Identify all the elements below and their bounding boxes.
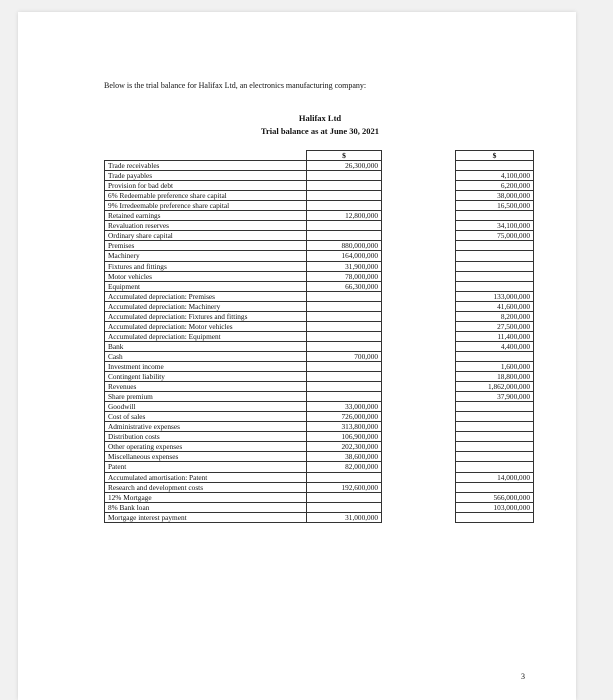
column-spacer bbox=[382, 231, 456, 241]
table-row bbox=[105, 241, 534, 251]
column-spacer bbox=[382, 341, 456, 351]
account-name: Accumulated depreciation: Fixtures and fittings bbox=[105, 311, 307, 321]
account-name: Share premium bbox=[105, 392, 307, 402]
table-row bbox=[105, 462, 534, 472]
credit-amount bbox=[456, 241, 534, 251]
account-name: Bank bbox=[105, 341, 307, 351]
column-spacer bbox=[382, 301, 456, 311]
debit-amount: 313,800,000 bbox=[307, 422, 382, 432]
table-row bbox=[105, 472, 534, 482]
account-name: Premises bbox=[105, 241, 307, 251]
credit-amount: 133,000,000 bbox=[456, 291, 534, 301]
column-spacer bbox=[382, 181, 456, 191]
column-spacer bbox=[382, 402, 456, 412]
account-name: Revaluation reserves bbox=[105, 221, 307, 231]
column-spacer bbox=[382, 512, 456, 522]
column-spacer bbox=[382, 351, 456, 361]
column-spacer bbox=[382, 452, 456, 462]
debit-amount: 202,300,000 bbox=[307, 442, 382, 452]
debit-amount: 33,000,000 bbox=[307, 402, 382, 412]
debit-amount: 192,600,000 bbox=[307, 482, 382, 492]
credit-amount bbox=[456, 452, 534, 462]
credit-amount bbox=[456, 422, 534, 432]
account-name: 6% Redeemable preference share capital bbox=[105, 191, 307, 201]
column-spacer bbox=[382, 361, 456, 371]
account-name: Goodwill bbox=[105, 402, 307, 412]
table-row bbox=[105, 211, 534, 221]
debit-amount bbox=[307, 492, 382, 502]
debit-amount bbox=[307, 472, 382, 482]
account-name: Patent bbox=[105, 462, 307, 472]
column-spacer bbox=[382, 321, 456, 331]
table-row bbox=[105, 412, 534, 422]
account-name: Machinery bbox=[105, 251, 307, 261]
column-spacer bbox=[382, 311, 456, 321]
account-name: Motor vehicles bbox=[105, 271, 307, 281]
debit-amount bbox=[307, 201, 382, 211]
debit-amount bbox=[307, 331, 382, 341]
account-name: Administrative expenses bbox=[105, 422, 307, 432]
table-row bbox=[105, 502, 534, 512]
credit-currency-header: $ bbox=[456, 151, 534, 161]
credit-amount: 37,900,000 bbox=[456, 392, 534, 402]
column-spacer bbox=[382, 412, 456, 422]
table-row bbox=[105, 492, 534, 502]
column-spacer bbox=[382, 161, 456, 171]
debit-currency-header: $ bbox=[307, 151, 382, 161]
header-spacer bbox=[382, 151, 456, 161]
credit-amount bbox=[456, 412, 534, 422]
column-spacer bbox=[382, 271, 456, 281]
column-spacer bbox=[382, 221, 456, 231]
column-spacer bbox=[382, 462, 456, 472]
debit-amount bbox=[307, 231, 382, 241]
header-blank bbox=[105, 151, 307, 161]
column-spacer bbox=[382, 241, 456, 251]
column-spacer bbox=[382, 171, 456, 181]
table-row bbox=[105, 281, 534, 291]
credit-amount: 41,600,000 bbox=[456, 301, 534, 311]
table-row bbox=[105, 331, 534, 341]
credit-amount bbox=[456, 271, 534, 281]
account-name: Mortgage interest payment bbox=[105, 512, 307, 522]
column-spacer bbox=[382, 201, 456, 211]
account-name: Trade payables bbox=[105, 171, 307, 181]
column-spacer bbox=[382, 392, 456, 402]
account-name: Cash bbox=[105, 351, 307, 361]
debit-amount bbox=[307, 341, 382, 351]
account-name: Accumulated depreciation: Premises bbox=[105, 291, 307, 301]
table-row bbox=[105, 432, 534, 442]
credit-amount: 14,000,000 bbox=[456, 472, 534, 482]
debit-amount: 66,300,000 bbox=[307, 281, 382, 291]
credit-amount: 566,000,000 bbox=[456, 492, 534, 502]
account-name: Miscellaneous expenses bbox=[105, 452, 307, 462]
trial-balance-body bbox=[105, 161, 534, 523]
account-name: Contingent liability bbox=[105, 372, 307, 382]
credit-amount bbox=[456, 281, 534, 291]
credit-amount: 1,862,000,000 bbox=[456, 382, 534, 392]
debit-amount: 12,800,000 bbox=[307, 211, 382, 221]
credit-amount: 18,800,000 bbox=[456, 372, 534, 382]
credit-amount: 27,500,000 bbox=[456, 321, 534, 331]
column-spacer bbox=[382, 261, 456, 271]
table-row bbox=[105, 251, 534, 261]
account-name: 9% Irredeemable preference share capital bbox=[105, 201, 307, 211]
column-spacer bbox=[382, 331, 456, 341]
debit-amount: 164,000,000 bbox=[307, 251, 382, 261]
credit-amount: 11,400,000 bbox=[456, 331, 534, 341]
debit-amount: 26,300,000 bbox=[307, 161, 382, 171]
table-row bbox=[105, 271, 534, 281]
debit-amount bbox=[307, 291, 382, 301]
debit-amount: 82,000,000 bbox=[307, 462, 382, 472]
table-row bbox=[105, 482, 534, 492]
debit-amount bbox=[307, 321, 382, 331]
account-name: Fixtures and fittings bbox=[105, 261, 307, 271]
table-row bbox=[105, 512, 534, 522]
table-row bbox=[105, 301, 534, 311]
credit-amount: 75,000,000 bbox=[456, 231, 534, 241]
document-page bbox=[18, 12, 576, 700]
credit-amount bbox=[456, 402, 534, 412]
account-name: 12% Mortgage bbox=[105, 492, 307, 502]
debit-amount bbox=[307, 191, 382, 201]
debit-amount: 880,000,000 bbox=[307, 241, 382, 251]
report-subtitle: Trial balance as at June 30, 2021 bbox=[260, 126, 380, 136]
account-name: Accumulated depreciation: Machinery bbox=[105, 301, 307, 311]
account-name: Equipment bbox=[105, 281, 307, 291]
credit-amount: 16,500,000 bbox=[456, 201, 534, 211]
credit-amount: 4,400,000 bbox=[456, 341, 534, 351]
column-spacer bbox=[382, 432, 456, 442]
account-name: Ordinary share capital bbox=[105, 231, 307, 241]
account-name: Trade receivables bbox=[105, 161, 307, 171]
table-row bbox=[105, 442, 534, 452]
credit-amount: 38,000,000 bbox=[456, 191, 534, 201]
intro-text: Below is the trial balance for Halifax Ltd, an electronics manufacturing company: bbox=[104, 81, 367, 90]
table-row bbox=[105, 191, 534, 201]
credit-amount bbox=[456, 261, 534, 271]
account-name: Accumulated amortisation: Patent bbox=[105, 472, 307, 482]
column-spacer bbox=[382, 442, 456, 452]
credit-amount bbox=[456, 161, 534, 171]
debit-amount bbox=[307, 181, 382, 191]
debit-amount bbox=[307, 311, 382, 321]
column-spacer bbox=[382, 281, 456, 291]
table-row bbox=[105, 321, 534, 331]
credit-amount: 4,100,000 bbox=[456, 171, 534, 181]
account-name: Cost of sales bbox=[105, 412, 307, 422]
credit-amount bbox=[456, 251, 534, 261]
debit-amount bbox=[307, 392, 382, 402]
debit-amount: 106,900,000 bbox=[307, 432, 382, 442]
debit-amount: 31,900,000 bbox=[307, 261, 382, 271]
table-row bbox=[105, 382, 534, 392]
table-row bbox=[105, 361, 534, 371]
table-row bbox=[105, 221, 534, 231]
credit-amount: 6,200,000 bbox=[456, 181, 534, 191]
debit-amount: 31,000,000 bbox=[307, 512, 382, 522]
credit-amount bbox=[456, 512, 534, 522]
column-spacer bbox=[382, 422, 456, 432]
credit-amount: 103,000,000 bbox=[456, 502, 534, 512]
debit-amount: 726,000,000 bbox=[307, 412, 382, 422]
table-row bbox=[105, 392, 534, 402]
table-row bbox=[105, 291, 534, 301]
account-name: Accumulated depreciation: Motor vehicles bbox=[105, 321, 307, 331]
debit-amount bbox=[307, 502, 382, 512]
table-row bbox=[105, 351, 534, 361]
table-row bbox=[105, 231, 534, 241]
credit-amount bbox=[456, 482, 534, 492]
credit-amount bbox=[456, 432, 534, 442]
table-row bbox=[105, 402, 534, 412]
trial-balance-table bbox=[104, 150, 534, 523]
credit-amount: 8,200,000 bbox=[456, 311, 534, 321]
credit-amount bbox=[456, 442, 534, 452]
account-name: 8% Bank loan bbox=[105, 502, 307, 512]
debit-amount bbox=[307, 301, 382, 311]
table-row bbox=[105, 261, 534, 271]
table-row bbox=[105, 341, 534, 351]
column-spacer bbox=[382, 502, 456, 512]
table-row bbox=[105, 452, 534, 462]
credit-amount: 34,100,000 bbox=[456, 221, 534, 231]
debit-amount: 78,000,000 bbox=[307, 271, 382, 281]
column-spacer bbox=[382, 492, 456, 502]
column-spacer bbox=[382, 291, 456, 301]
account-name: Distribution costs bbox=[105, 432, 307, 442]
debit-amount bbox=[307, 221, 382, 231]
debit-amount bbox=[307, 372, 382, 382]
column-spacer bbox=[382, 372, 456, 382]
table-row bbox=[105, 161, 534, 171]
column-spacer bbox=[382, 251, 456, 261]
column-spacer bbox=[382, 211, 456, 221]
account-name: Accumulated depreciation: Equipment bbox=[105, 331, 307, 341]
debit-amount: 38,600,000 bbox=[307, 452, 382, 462]
debit-amount: 700,000 bbox=[307, 351, 382, 361]
debit-amount bbox=[307, 171, 382, 181]
account-name: Provision for bad debt bbox=[105, 181, 307, 191]
table-row bbox=[105, 311, 534, 321]
credit-amount: 1,600,000 bbox=[456, 361, 534, 371]
debit-amount bbox=[307, 361, 382, 371]
column-spacer bbox=[382, 482, 456, 492]
credit-amount bbox=[456, 462, 534, 472]
credit-amount bbox=[456, 351, 534, 361]
account-name: Research and development costs bbox=[105, 482, 307, 492]
table-row bbox=[105, 171, 534, 181]
table-row bbox=[105, 201, 534, 211]
table-row bbox=[105, 422, 534, 432]
page-number: 3 bbox=[521, 672, 525, 681]
account-name: Retained earnings bbox=[105, 211, 307, 221]
table-row bbox=[105, 181, 534, 191]
account-name: Other operating expenses bbox=[105, 442, 307, 452]
company-name: Halifax Ltd bbox=[298, 113, 342, 123]
account-name: Investment income bbox=[105, 361, 307, 371]
credit-amount bbox=[456, 211, 534, 221]
column-spacer bbox=[382, 382, 456, 392]
table-row bbox=[105, 372, 534, 382]
column-spacer bbox=[382, 191, 456, 201]
column-spacer bbox=[382, 472, 456, 482]
debit-amount bbox=[307, 382, 382, 392]
account-name: Revenues bbox=[105, 382, 307, 392]
